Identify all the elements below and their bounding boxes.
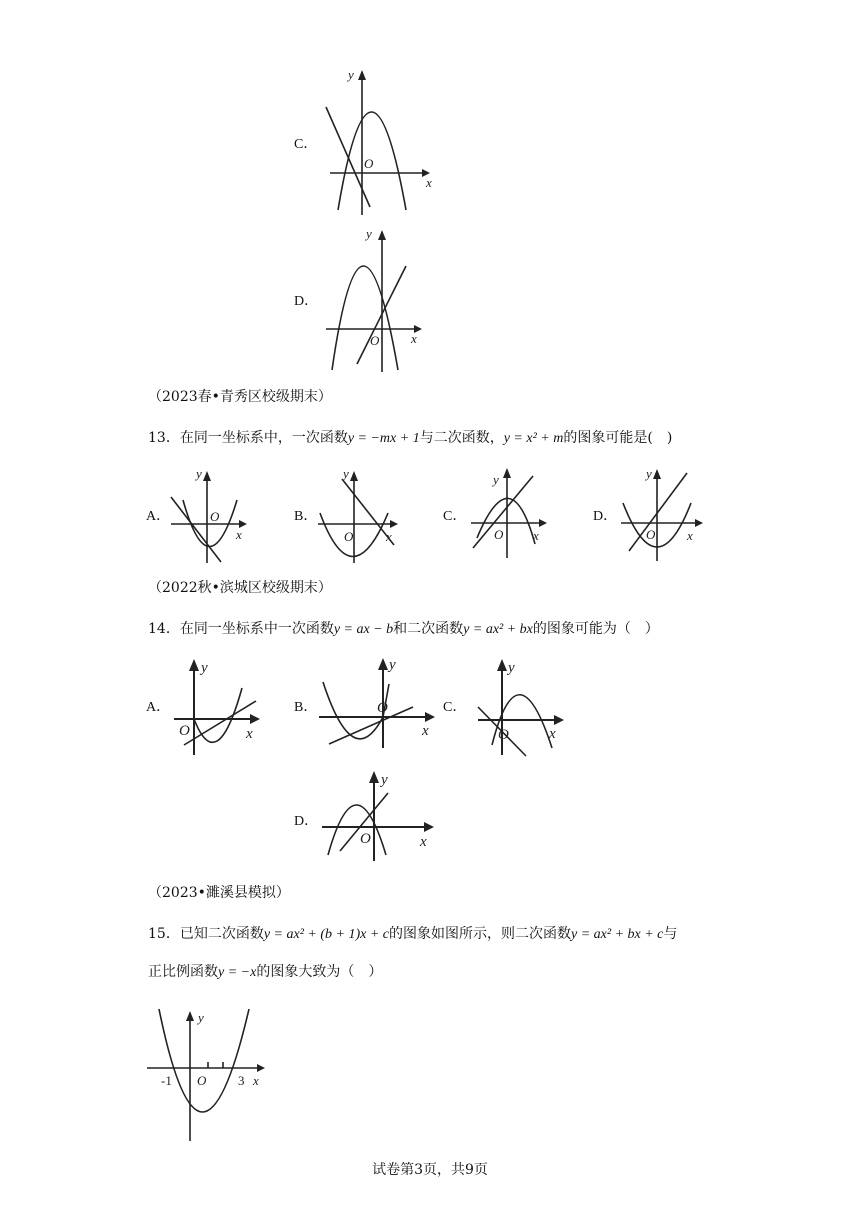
y-axis-arrow — [203, 471, 211, 481]
q15-formula-proportional: y = −x — [218, 965, 257, 980]
y-axis-arrow — [378, 658, 388, 670]
q14-option-a-graph — [170, 653, 270, 758]
origin-label: O — [197, 1073, 207, 1088]
x-axis-arrow — [424, 822, 434, 832]
y-axis-arrow — [653, 469, 661, 479]
q13-option-d-label: D． — [593, 509, 618, 524]
q12-option-c-graph — [320, 62, 440, 222]
origin-label: O — [370, 333, 380, 348]
q14-option-d-label: D． — [294, 814, 319, 829]
q15-stem-line2 — [148, 962, 382, 983]
y-label: y — [196, 466, 202, 481]
q15-line2-pre: 正比例函数 — [148, 964, 218, 980]
q14-option-a-label: A． — [146, 700, 171, 715]
q15-line2-post: 的图象大致为（ ） — [256, 964, 383, 980]
x-axis-arrow — [257, 1064, 265, 1072]
x-label: x — [420, 834, 427, 850]
x-axis-arrow — [695, 519, 703, 527]
parabola — [332, 266, 398, 370]
x-axis-arrow — [539, 519, 547, 527]
origin-label: O — [364, 156, 374, 171]
q14-stem-post: 的图象可能为（ ） — [532, 621, 659, 637]
q15-line1-pre: 15．已知二次函数 — [148, 926, 264, 942]
y-label: y — [381, 772, 388, 788]
x-label: x — [236, 527, 242, 542]
origin-label: O — [179, 723, 190, 739]
origin-label: O — [494, 527, 504, 542]
q14-option-c-graph — [470, 653, 575, 758]
y-label: y — [201, 660, 208, 676]
y-label: y — [389, 657, 396, 673]
parabola — [159, 1009, 249, 1112]
q15-line1-mid: 的图象如图所示，则二次函数 — [389, 926, 571, 942]
q14-option-c-label: C． — [443, 700, 467, 715]
origin-label: O — [344, 529, 354, 544]
q13-stem-mid: 与二次函数， — [419, 430, 504, 446]
y-label: y — [343, 466, 349, 481]
origin-label: O — [498, 727, 509, 743]
q14-option-d-graph — [318, 765, 443, 865]
q13-option-a-label: A． — [146, 509, 171, 524]
y-axis-arrow — [503, 468, 511, 478]
x-axis-arrow — [390, 520, 398, 528]
x-label: x — [422, 723, 429, 739]
q15-formula-target: y = ax² + bx + c — [571, 927, 664, 942]
y-label: y — [508, 660, 515, 676]
q14-source: （2022秋•滨城区校级期末） — [148, 580, 332, 596]
y-axis-arrow — [186, 1011, 194, 1021]
q13-option-c-graph — [465, 462, 560, 562]
q13-source: （2023春•青秀区校级期末） — [148, 389, 332, 405]
q13-option-c-label: C． — [443, 509, 467, 524]
q14-option-b-label: B． — [294, 700, 318, 715]
page-footer: 试卷第3页，共9页 — [372, 1162, 488, 1178]
x-axis-arrow — [554, 715, 564, 725]
y-axis-arrow — [350, 471, 358, 481]
y-axis-arrow — [358, 70, 366, 80]
q14-stem-mid: 和二次函数 — [393, 621, 464, 637]
x-label: x — [426, 175, 432, 190]
x-label: x — [253, 1073, 259, 1088]
q12-option-c-label: C． — [294, 137, 318, 152]
q14-stem-pre: 14．在同一坐标系中一次函数 — [148, 621, 334, 637]
q15-line1-post: 与 — [663, 926, 678, 942]
q14-option-b-graph — [315, 650, 440, 750]
q13-option-b-graph — [312, 465, 412, 565]
x-axis-arrow — [250, 714, 260, 724]
parabola — [477, 498, 535, 544]
tick-label-neg1: -1 — [161, 1073, 172, 1088]
y-label: y — [348, 67, 354, 82]
line — [171, 497, 221, 562]
y-label: y — [646, 466, 652, 481]
q14-formula-quadratic: y = ax² + bx — [463, 622, 533, 637]
q13-option-d-graph — [615, 463, 710, 563]
q15-source: （2023•濉溪县模拟） — [148, 885, 290, 901]
x-label: x — [246, 726, 253, 742]
x-label: x — [687, 528, 693, 543]
parabola — [323, 682, 383, 739]
q13-stem-post: 的图象可能是( ) — [563, 430, 673, 446]
x-label: x — [411, 331, 417, 346]
q14-stem — [148, 619, 659, 640]
origin-label: O — [377, 700, 388, 716]
line — [629, 473, 687, 551]
q12-option-d-graph — [320, 222, 440, 377]
origin-label: O — [646, 527, 656, 542]
origin-label: O — [210, 509, 220, 524]
y-axis-arrow — [189, 659, 199, 671]
x-axis-arrow — [425, 712, 435, 722]
q15-given-parabola-graph — [145, 1005, 270, 1145]
q13-stem — [148, 428, 672, 449]
q15-stem-line1 — [148, 924, 677, 945]
q14-formula-linear: y = ax − b — [333, 622, 394, 637]
q13-stem-pre: 13．在同一坐标系中，一次函数 — [148, 430, 348, 446]
y-axis-arrow — [378, 230, 386, 240]
q12-option-d-label: D． — [294, 294, 319, 309]
y-label: y — [493, 472, 499, 487]
y-label: y — [366, 226, 372, 241]
q15-formula-given: y = ax² + (b + 1)x + c — [263, 927, 389, 942]
q13-option-a-graph — [165, 465, 260, 565]
x-label: x — [533, 528, 539, 543]
q13-formula-quadratic: y = x² + m — [503, 431, 564, 446]
y-axis-arrow — [369, 771, 379, 783]
x-label: x — [386, 529, 392, 544]
origin-label: O — [360, 831, 371, 847]
q13-formula-linear: y = −mx + 1 — [347, 431, 420, 446]
q13-option-b-label: B． — [294, 509, 318, 524]
tick-label-3: 3 — [238, 1073, 245, 1088]
x-label: x — [549, 726, 556, 742]
y-axis-arrow — [497, 659, 507, 671]
y-label: y — [198, 1010, 204, 1025]
